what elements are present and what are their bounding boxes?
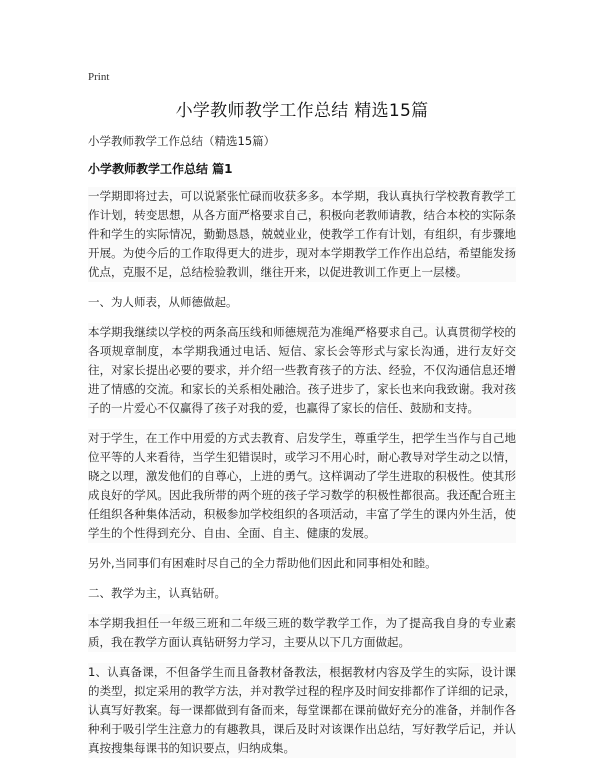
heading-section-two: 二、教学为主，认真钻研。 [88,586,226,600]
paragraph-students: 对于学生，在工作中用爱的方式去教育、启发学生，尊重学生，把学生当作与自己地位平等的人来看待，当学生犯错误时，或学习不用心时，耐心教导对学生动之以情，晓之以理，激发他们的自尊心，上进的勇气。这样调动了学生进取的积极性。使其形成良好的学风。因此我所带的两个班的孩子学习数学的积极性都很高。我还配合班主任组织各种集体活动，积极参加学校组织的各项活动，丰富了学生的课内外生活，使学生的个性得到充分、自由、全面、自主、健康的发展。 [88,429,516,543]
document-page [88,70,516,769]
heading-section-one: 一、为人师表，从师德做起。 [88,295,238,309]
document-subtitle: 小学教师教学工作总结（精选15篇） [88,134,276,148]
print-link[interactable]: Print [88,71,110,83]
paragraph-intro: 一学期即将过去，可以说紧张忙碌而收获多多。本学期，我认真执行学校教育教学工作计划，转变思想，从各方面严格要求自己，积极向老教师请教，结合本校的实际条件和学生的实际情况，勤勤恳恳，兢兢业业，使教学工作有计划，有组织，有步骤地开展。为使今后的工作取得更大的进步，现对本学期教学工作作出总结，希望能发扬优点，克服不足，总结检验教训，继往开来，以促进教训工作更上一层楼。 [88,187,516,282]
paragraph-colleagues: 另外,当同事们有困难时尽自己的全力帮助他们因此和同事相处和睦。 [88,556,437,570]
section-heading: 小学教师教学工作总结 篇1 [88,162,233,176]
paragraph-teaching-duties: 本学期我担任一年级三班和二年级三班的数学教学工作，为了提高我自身的专业素质，我在教学方面认真钻研努力学习，主要从以下几方面做起。 [88,614,516,652]
paragraph-lesson-prep: 1、认真备课，不但备学生而且备教材备教法，根据教材内容及学生的实际，设计课的类型，拟定采用的教学方法，并对教学过程的程序及时间安排都作了详细的记录，认真写好教案。每一课都做到有备而来，每堂课都在课前做好充分的准备，并制作各种利于吸引学生注意力的有趣教具，课后及时对该课作出总结，写好教学后记，并认真按搜集每课书的知识要点，归纳成集。 [88,663,516,758]
paragraph-teacher-ethics: 本学期我继续以学校的两条高压线和师德规范为准绳严格要求自己。认真贯彻学校的各项规章制度，本学期我通过电话、短信、家长会等形式与家长沟通，进行友好交往，对家长提出必要的要求，并介绍一些教育孩子的方法、经验，不仅沟通信息还增进了情感的交流。和家长的关系相处融洽。孩子进步了，家长也来向我致谢。我对孩子的一片爱心不仅赢得了孩子对我的爱，也赢得了家长的信任、鼓励和支持。 [88,323,516,418]
document-title: 小学教师教学工作总结 精选15篇 [175,101,429,121]
